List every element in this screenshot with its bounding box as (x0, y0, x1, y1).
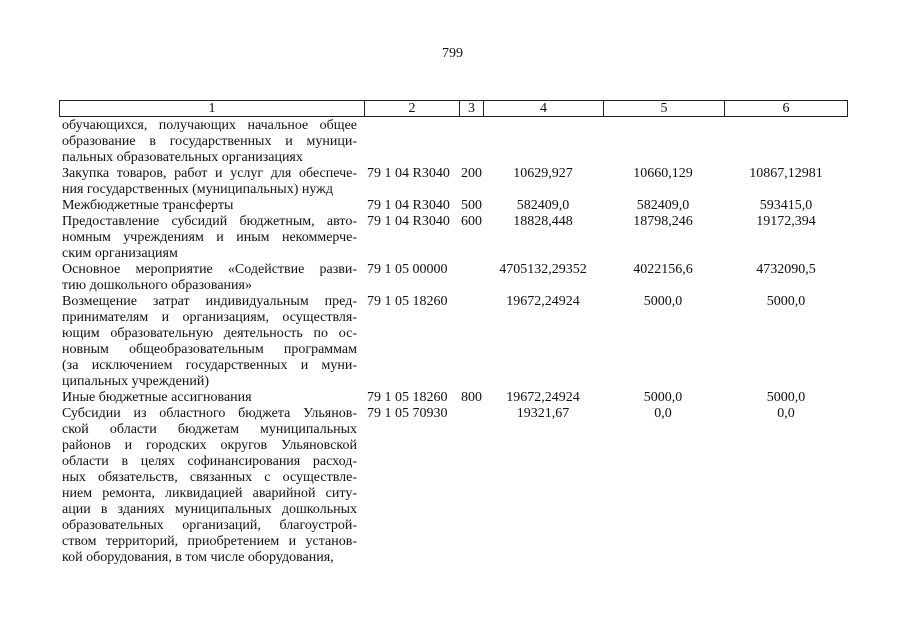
description-line: образовательных организаций, благоустрой- (62, 518, 357, 533)
budget-code: 79 1 05 18260 (367, 390, 448, 405)
budget-code: 79 1 05 00000 (367, 262, 448, 277)
value-col-5: 18798,246 (633, 214, 693, 229)
value-col-4: 10629,927 (513, 166, 573, 181)
value-col-5: 5000,0 (643, 294, 683, 309)
description-line: принимателям и организациям, осуществля- (62, 310, 357, 325)
row-description (62, 390, 357, 406)
description-line: тию дошкольного образования» (62, 278, 252, 293)
table-header (59, 100, 848, 117)
value-col-6: 10867,12981 (749, 166, 823, 181)
value-col-5: 10660,129 (633, 166, 693, 181)
table-row (0, 166, 905, 198)
value-col-5: 4022156,6 (633, 262, 693, 277)
description-line: ющим образовательную деятельность по ос- (62, 326, 357, 341)
expense-type: 800 (461, 390, 482, 405)
description-line: Закупка товаров, работ и услуг для обеспече- (62, 166, 357, 181)
budget-code: 79 1 04 R3040 (367, 214, 450, 229)
budget-code: 79 1 04 R3040 (367, 198, 450, 213)
budget-code: 79 1 05 70930 (367, 406, 448, 421)
expense-type: 500 (461, 198, 482, 213)
description-line: районов и городских округов Ульяновской (62, 438, 357, 453)
value-col-6: 5000,0 (766, 294, 806, 309)
value-col-4: 18828,448 (513, 214, 573, 229)
value-col-4: 19672,24924 (506, 294, 580, 309)
description-line: номным учреждениям и иным некоммерче- (62, 230, 357, 245)
row-description (62, 166, 357, 198)
description-line: ации в зданиях муниципальных дошкольных (62, 502, 357, 517)
budget-code: 79 1 04 R3040 (367, 166, 450, 181)
value-col-5: 582409,0 (636, 198, 690, 213)
page-number: 799 (442, 46, 463, 61)
description-line: обучающихся, получающих начальное общее (62, 118, 357, 133)
description-line: нием ремонта, ликвидацией аварийной ситу- (62, 486, 357, 501)
value-col-5: 0,0 (654, 406, 672, 421)
header-col-4: 4 (483, 101, 603, 116)
budget-code: 79 1 05 18260 (367, 294, 448, 309)
table-row (0, 390, 905, 406)
value-col-6: 19172,394 (756, 214, 816, 229)
expense-type: 200 (461, 166, 482, 181)
row-description (62, 214, 357, 262)
row-description (62, 262, 357, 294)
value-col-6: 0,0 (777, 406, 795, 421)
description-line: Иные бюджетные ассигнования (62, 390, 252, 405)
description-line: ской области бюджетам муниципальных (62, 422, 357, 437)
row-description (62, 198, 357, 214)
value-col-5: 5000,0 (643, 390, 683, 405)
description-line: кой оборудования, в том числе оборудования, (62, 550, 334, 565)
description-line: образование в государственных и муници- (62, 134, 357, 149)
value-col-4: 19321,67 (516, 406, 570, 421)
description-line: ния государственных (муниципальных) нужд (62, 182, 333, 197)
expense-type: 600 (461, 214, 482, 229)
table-row (0, 214, 905, 262)
value-col-6: 5000,0 (766, 390, 806, 405)
value-col-4: 4705132,29352 (499, 262, 587, 277)
description-line: Основное мероприятие «Содействие разви- (62, 262, 357, 277)
description-line: области в целях софинансирования расход- (62, 454, 357, 469)
description-line: ципальных учреждений) (62, 374, 209, 389)
header-col-2: 2 (364, 101, 459, 116)
description-line: пальных образовательных организациях (62, 150, 303, 165)
description-line: ским организациям (62, 246, 178, 261)
table-row (0, 262, 905, 294)
table-row (0, 198, 905, 214)
description-line: Межбюджетные трансферты (62, 198, 234, 213)
header-col-1: 1 (208, 101, 216, 116)
description-line: новным общеобразовательным программам (62, 342, 357, 357)
table-body (0, 118, 905, 566)
row-description (62, 118, 357, 166)
header-col-6: 6 (724, 101, 847, 116)
description-line: Субсидии из областного бюджета Ульянов- (62, 406, 357, 421)
row-description (62, 294, 357, 390)
table-row (0, 406, 905, 566)
header-col-5: 5 (603, 101, 724, 116)
description-line: ных обязательств, связанных с осуществле- (62, 470, 357, 485)
table-row (0, 118, 905, 166)
value-col-6: 593415,0 (759, 198, 813, 213)
description-line: Предоставление субсидий бюджетным, авто- (62, 214, 357, 229)
table-row (0, 294, 905, 390)
description-line: Возмещение затрат индивидуальным пред- (62, 294, 357, 309)
header-col-3: 3 (459, 101, 483, 116)
value-col-4: 582409,0 (516, 198, 570, 213)
row-description (62, 406, 357, 566)
value-col-4: 19672,24924 (506, 390, 580, 405)
description-line: ством территорий, приобретением и установ- (62, 534, 357, 549)
description-line: (за исключением государственных и муни- (62, 358, 357, 373)
value-col-6: 4732090,5 (756, 262, 816, 277)
